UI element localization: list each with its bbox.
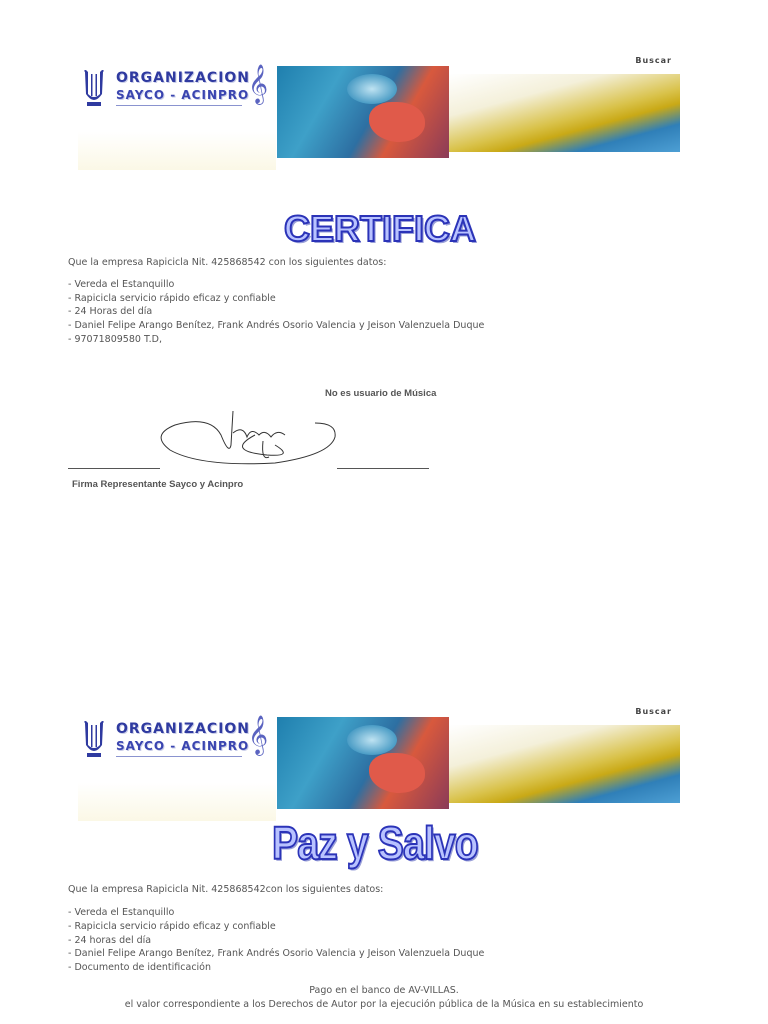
payment-line2: el valor correspondiente a los Derechos de Autor por la ejecución pública de la Música en su establecimiento (124, 999, 644, 1010)
lyre-icon (82, 68, 106, 108)
section2-intro: Que la empresa Rapicicla Nit. 425868542con los siguientes datos: (68, 884, 384, 895)
org-name-line1: ORGANIZACION (116, 721, 251, 737)
logo-underline (116, 105, 242, 106)
search-link[interactable]: Buscar (635, 56, 672, 65)
header-banner (78, 707, 680, 821)
section2-item: - Documento de identificación (68, 962, 212, 973)
section2-item: - Vereda el Estanquillo (68, 907, 175, 918)
paz-y-salvo-title: Paz y Salvo (272, 817, 478, 869)
certifica-title: CERTIFICA (284, 208, 476, 249)
header-wave-graphic (449, 725, 680, 803)
search-link[interactable]: Buscar (635, 707, 672, 716)
section1-intro: Que la empresa Rapicicla Nit. 425868542 con los siguientes datos: (68, 257, 387, 268)
section2-item: - Rapicicla servicio rápido eficaz y confiable (68, 921, 276, 932)
section1-item: - Daniel Felipe Arango Benítez, Frank Andrés Osorio Valencia y Jeison Valenzuela Duque (68, 320, 485, 331)
section2-item: - Daniel Felipe Arango Benítez, Frank Andrés Osorio Valencia y Jeison Valenzuela Duque (68, 948, 485, 959)
payment-line1: Pago en el banco de AV-VILLAS. (309, 985, 459, 996)
signature-caption: Firma Representante Sayco y Acinpro (72, 479, 244, 490)
signature-image (155, 405, 340, 471)
section1-item: - Vereda el Estanquillo (68, 279, 175, 290)
signature-line-right (337, 468, 429, 469)
org-name-line1: ORGANIZACION (116, 70, 251, 86)
header-photo (277, 66, 449, 158)
org-name-line2: SAYCO - ACINPRO (116, 88, 250, 102)
music-user-status: No es usuario de Música (325, 388, 437, 399)
header-photo (277, 717, 449, 809)
logo-underline (116, 756, 242, 757)
organization-logo (78, 711, 276, 821)
header-wave-graphic (449, 74, 680, 152)
section1-item: - 24 Horas del día (68, 306, 153, 317)
header-banner (78, 56, 680, 170)
section1-item: - Rapicicla servicio rápido eficaz y confiable (68, 293, 276, 304)
org-name-line2: SAYCO - ACINPRO (116, 739, 250, 753)
signature-line-left (68, 468, 160, 469)
lyre-icon (82, 719, 106, 759)
treble-clef-icon: 𝄞 (248, 715, 269, 755)
section1-item: - 97071809580 T.D, (68, 334, 162, 345)
organization-logo (78, 60, 276, 170)
section2-item: - 24 horas del día (68, 935, 152, 946)
treble-clef-icon: 𝄞 (248, 64, 269, 104)
